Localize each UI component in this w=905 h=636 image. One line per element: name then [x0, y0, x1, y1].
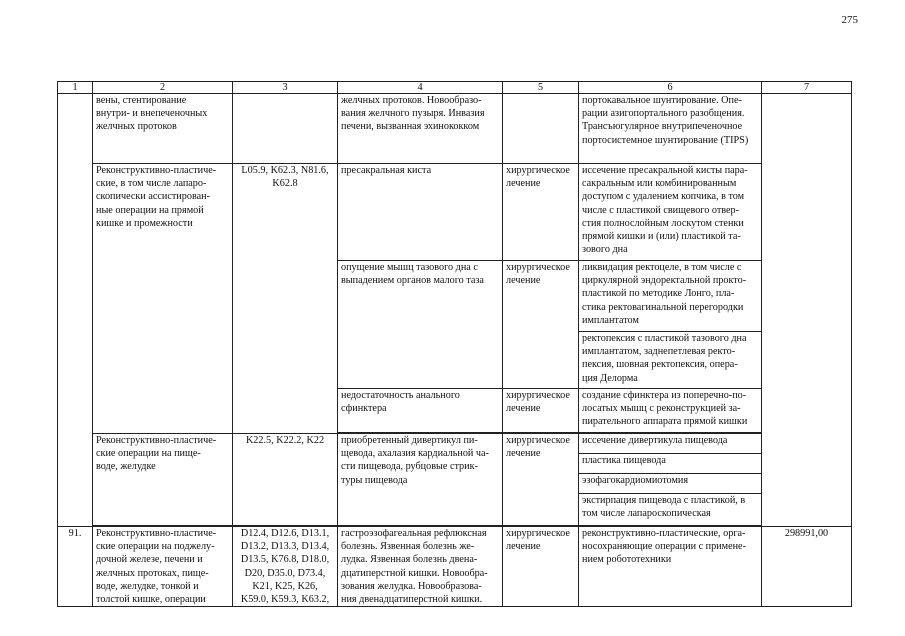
procedure-group-cell: Реконструктивно-пластиче- ские, в том числе лапаро- скопически ассистирован- ные операции на прямой кишке и промежности: [93, 164, 233, 434]
treatment-type-cell: хирургическое лечение: [503, 434, 579, 526]
method-cell: иссечение пресакральной кисты пара- сакральным или комбинированным доступом с удалением копчика, в том числе с пластикой свищевого отвер- стия полнослойным лоскутом стенки прямой кишки и (или) пластикой та- зового дна: [579, 164, 762, 261]
diagnosis-cell: опущение мышц тазового дна с выпадением органов малого таза: [338, 261, 503, 389]
table-row: [58, 527, 852, 607]
procedure-group-cell: вены, стентирование внутри- и внепеченочных желчных протоков: [93, 94, 233, 164]
treatment-type-cell: хирургическое лечение: [503, 261, 579, 389]
row-number-cell: [58, 94, 93, 527]
column-header: 2: [93, 82, 233, 94]
column-header: 5: [503, 82, 579, 94]
icd-codes-cell: [233, 94, 338, 164]
column-header: 1: [58, 82, 93, 94]
cost-cell: 298991,00: [762, 527, 852, 607]
procedures-table: [57, 81, 852, 607]
header-row: [58, 82, 852, 94]
method-cell: пластика пищевода: [579, 454, 762, 474]
column-header: 6: [579, 82, 762, 94]
diagnosis-cell: приобретенный дивертикул пи- щевода, ахалазия кардиальной ча- сти пищевода, рубцовые стрик- туры пищевода: [338, 434, 503, 526]
icd-codes-cell: K22.5, K22.2, K22: [233, 434, 338, 526]
row-number-cell: 91.: [58, 527, 93, 607]
method-cell: портокавальное шунтирование. Опе- рации азигопортального разобщения. Трансъюгулярное внутрипеченочное портосистемное шунтирование (TIPS): [579, 94, 762, 164]
cost-cell: [762, 94, 852, 527]
icd-codes-cell: D12.4, D12.6, D13.1, D13.2, D13.3, D13.4, D13.5, K76.8, D18.0, D20, D35.0, D73.4, K21, K25, K26, K59.0, K59.3, K63.2,: [233, 527, 338, 607]
treatment-type-cell: хирургическое лечение: [503, 389, 579, 433]
diagnosis-cell: пресакральная киста: [338, 164, 503, 261]
method-cell: ликвидация ректоцеле, в том числе с циркулярной эндоректальной прокто- пластикой по методике Лонго, пла- стика ректовагинальной перегородки имплантатом: [579, 261, 762, 332]
treatment-type-cell: хирургическое лечение: [503, 527, 579, 607]
method-cell: иссечение дивертикула пищевода: [579, 434, 762, 454]
method-cell: создание сфинктера из поперечно-по- лосатых мышц с реконструкцией за- пирательного аппарата прямой кишки: [579, 389, 762, 433]
column-header: 3: [233, 82, 338, 94]
icd-codes-cell: L05.9, K62.3, N81.6, K62.8: [233, 164, 338, 434]
procedure-group-cell: Реконструктивно-пластиче- ские операции на поджелу- дочной железе, печени и желчных протоках, пище- воде, желудке, тонкой и толстой кишке, операции: [93, 527, 233, 607]
table-row: [58, 164, 852, 261]
treatment-type-cell: [503, 94, 579, 164]
table-row: [58, 434, 852, 454]
method-cell: эзофагокардиомиотомия: [579, 474, 762, 494]
diagnosis-cell: недостаточность анального сфинктера: [338, 389, 503, 433]
method-cell: экстирпация пищевода с пластикой, в том числе лапароскопическая: [579, 494, 762, 526]
method-cell: ректопексия с пластикой тазового дна имплантатом, заднепетлевая ректо- пексия, шовная ректопексия, опера- ция Делорма: [579, 332, 762, 389]
treatment-type-cell: хирургическое лечение: [503, 164, 579, 261]
diagnosis-cell: гастроэзофагеальная рефлюксная болезнь. Язвенная болезнь же- лудка. Язвенная болезнь двена- дцатиперстной кишки. Новообра- зования желудка. Новообразова- ния двенадцатиперстной кишки.: [338, 527, 503, 607]
diagnosis-cell: желчных протоков. Новообразо- вания желчного пузыря. Инвазия печени, вызванная эхинококком: [338, 94, 503, 164]
method-cell: реконструктивно-пластические, орга- носохраняющие операции с примене- нием робототехники: [579, 527, 762, 607]
table-row: [58, 94, 852, 164]
column-header: 7: [762, 82, 852, 94]
page-number: 275: [841, 14, 858, 26]
procedure-group-cell: Реконструктивно-пластиче- ские операции на пище- воде, желудке: [93, 434, 233, 526]
column-header: 4: [338, 82, 503, 94]
